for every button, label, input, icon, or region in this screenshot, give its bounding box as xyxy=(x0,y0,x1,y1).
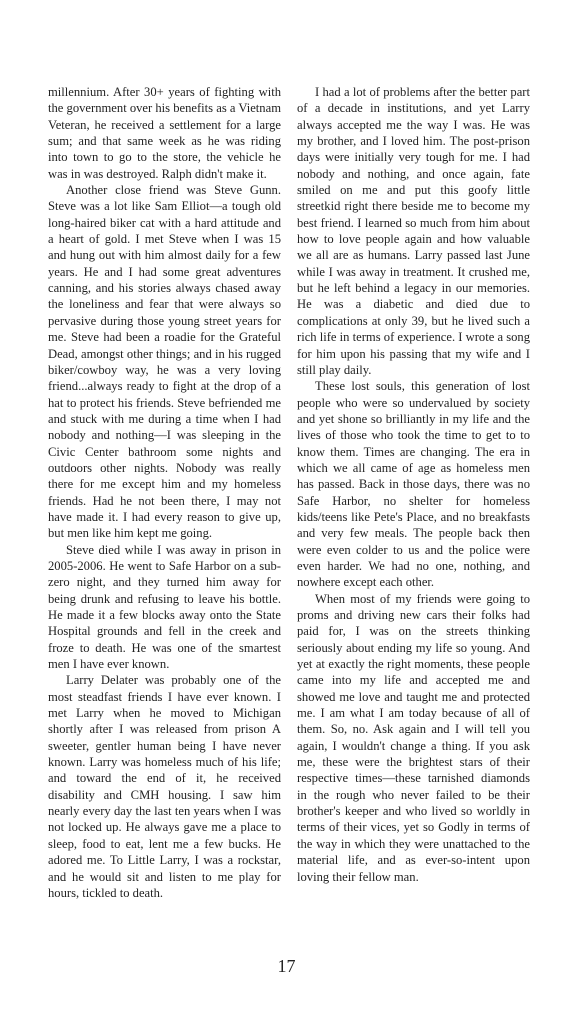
paragraph: When most of my friends were going to proms and driving new cars their folks had paid for, I was on the streets thinking seriously about ending my life so young. And yet at exactly the right moments, these people came into my life and accepted me and showed me love and taught me and protected me. I am what I am today because of all of them. So, no. Ask again and I will tell you again, I wouldn't change a thing. If you ask me, these were the brightest stars of their respective times—these tarnished diamonds in the rough who never failed to be their brother's keeper and who lived so worldly in terms of their vices, yet so Godly in terms of the way in which they were unattached to the material life, and as ever-so-intent upon loving their fellow man. xyxy=(297,591,530,884)
paragraph: millennium. After 30+ years of fighting with the government over his benefits as a Vietnam Veteran, he received a settlement for a large sum; and that same week as he was riding into town to go to the store, the vehicle he was in was destroyed. Ralph didn't make it. xyxy=(48,85,281,181)
right-column xyxy=(297,84,530,885)
paragraph: I had a lot of problems after the better part of a decade in institutions, and yet Larry always accepted me the way I was. He was my brother, and I loved him. The post-prison days were initially very tough for me. I had nobody and nothing, and once again, fate smiled on me and put this goofy little streetkid right there beside me to become my best friend. I learned so much from him about how to love people again and how valuable we all are as humans. Larry passed last June while I was away in treatment. It crushed me, but he left behind a legacy in our memories. He was a diabetic and died due to complications at only 39, but he lived such a rich life in terms of experience. I wrote a song for him upon his passing that my wife and I still play daily. xyxy=(297,85,530,377)
page-number: 17 xyxy=(277,956,296,976)
paragraph: These lost souls, this generation of lost people who were so undervalued by society and yet shone so brilliantly in my life and the lives of those who took the time to get to to know them. Times are changing. The era in which we all came of age as homeless men has passed. Back in those days, there was no Safe Harbor, no shelter for homeless kids/teens like Pete's Place, and no breakfasts and very few meals. The people back then were even colder to us and the police were even harder. We had no one, nothing, and nowhere except each other. xyxy=(297,379,530,590)
paragraph: Steve died while I was away in prison in 2005-2006. He went to Safe Harbor on a sub-zero night, and they turned him away for being drunk and refusing to leave his bottle. He made it a few blocks away onto the State Hospital grounds and fell in the creek and froze to death. He was one of the smartest men I have ever known. xyxy=(48,542,281,672)
paragraph: Larry Delater was probably one of the most steadfast friends I have ever known. I met Larry when he moved to Michigan shortly after I was released from prison A sweeter, gentler human being I have never known. Larry was homeless much of his life; and toward the end of it, he received disability and CMH housing. I saw him nearly every day the last ten years when I was not locked up. He always gave me a place to sleep, food to eat, lent me a few bucks. He adored me. To Little Larry, I was a rockstar, and he would sit and listen to me play for hours, tickled to death. xyxy=(48,673,281,900)
left-column xyxy=(48,84,281,901)
paragraph: Another close friend was Steve Gunn. Steve was a lot like Sam Elliot—a tough old long-haired biker cat with a hard attitude and a heart of gold. I met Steve when I was 15 and hung out with him almost daily for a few years. He and I had some great adventures canning, and his stories always chased away the loneliness and fear that were always so pervasive during those young street years for me. Steve had been a roadie for the Grateful Dead, amongst other things; and in his rugged biker/cowboy way, he was a very loving friend...always ready to fight at the drop of a hat to protect his friends. Steve befriended me and stuck with me during a time when I had nobody and nothing—I was sleeping in the Civic Center bathroom some nights and outdoors other nights. Nobody was really there for me except him and my homeless friends. Had he not been there, I may not have made it. I had every reason to give up, but men like him kept me going. xyxy=(48,183,281,541)
